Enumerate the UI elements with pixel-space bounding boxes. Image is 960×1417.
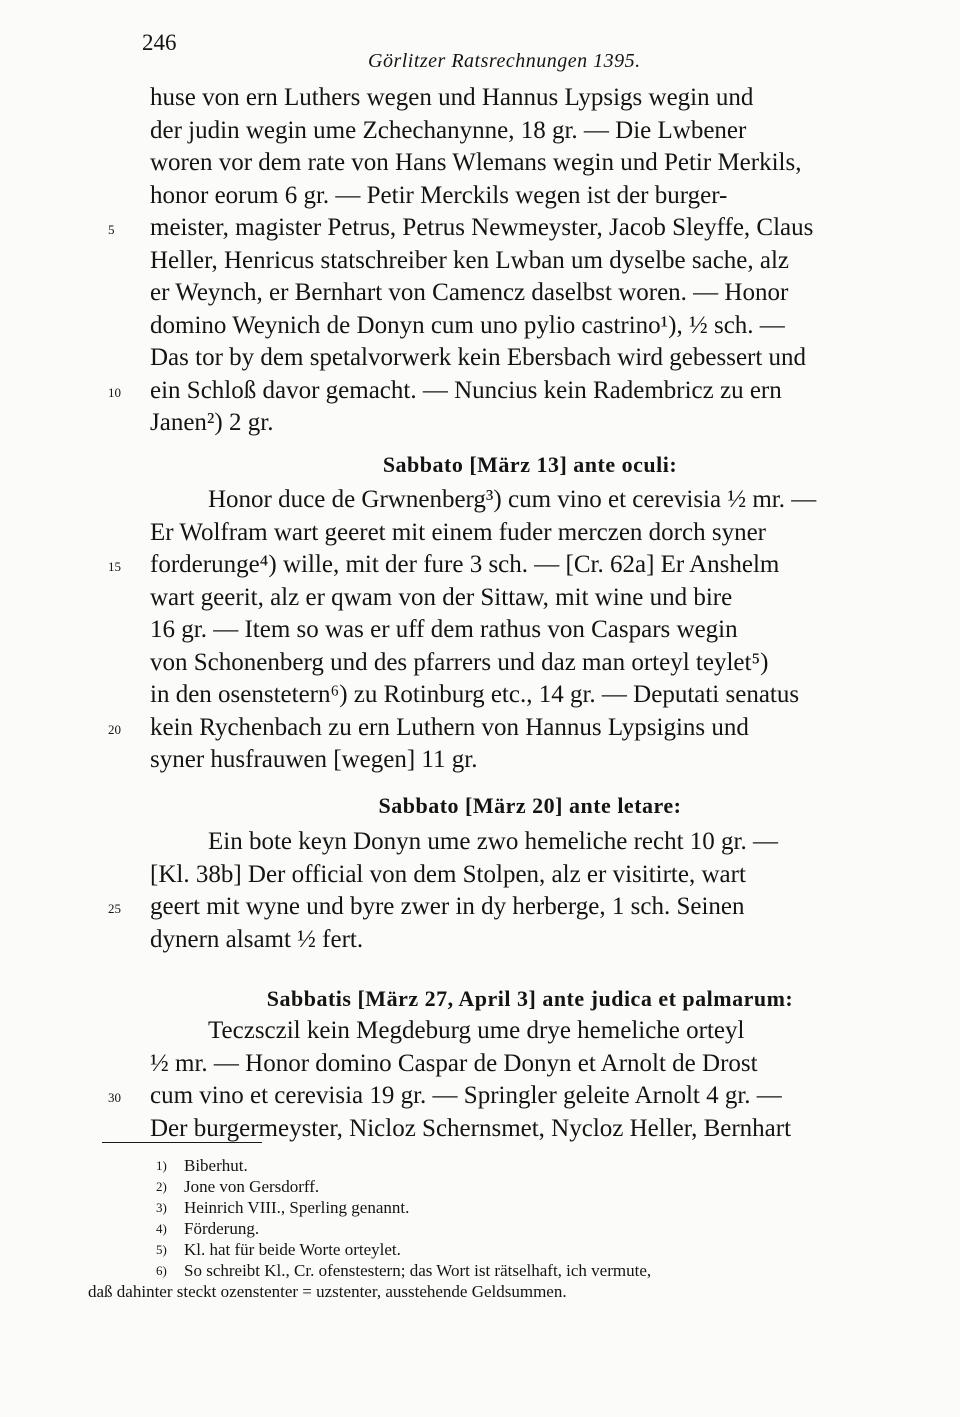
footnote (150, 1260, 910, 1281)
text-line (150, 245, 910, 278)
text-line (150, 82, 910, 115)
line-text: syner husfrauwen [wegen] 11 gr. (150, 746, 478, 773)
line-text: huse von ern Luthers wegen und Hannus Lypsigs wegin und (150, 84, 754, 111)
line-text: forderunge⁴) wille, mit der fure 3 sch. — [Cr. 62a] Er Anshelm (150, 551, 780, 578)
text-line (108, 891, 910, 924)
line-number: 25 (108, 901, 121, 916)
line-text: 16 gr. — Item so was er uff dem rathus von Caspars wegin (150, 616, 738, 643)
text-line (108, 375, 910, 408)
text-line (150, 924, 910, 957)
text-line (150, 180, 910, 213)
line-text: Er Wolfram wart geeret mit einem fuder merczen dorch syner (150, 518, 767, 546)
line-text: Janen²) 2 gr. (150, 409, 274, 436)
footnote-text: Biberhut. (184, 1156, 248, 1175)
footnote (150, 1239, 910, 1260)
footnote-marker: 6) (156, 1263, 167, 1278)
text-line (150, 407, 910, 440)
footnote (150, 1218, 910, 1239)
footnote (150, 1176, 910, 1197)
line-text: woren vor dem rate von Hans Wlemans wegin und Petir Merkils, (150, 149, 802, 176)
text-section (108, 826, 910, 956)
footnote-continuation (88, 1281, 910, 1302)
footnote (150, 1155, 910, 1176)
footnote-marker: 3) (156, 1200, 167, 1215)
text-line (108, 1080, 910, 1113)
line-text: Teczsczil kein Megdeburg ume drye hemeliche orteyl (208, 1017, 745, 1044)
text-line (150, 517, 910, 550)
line-number: 10 (108, 384, 121, 400)
text-line (150, 342, 910, 375)
footnotes (88, 1155, 910, 1302)
section-heading: Sabbato [März 13] ante oculi: (382, 452, 678, 477)
line-number: 30 (108, 1090, 121, 1105)
line-text: [Kl. 38b] Der official von dem Stolpen, alz er visitirte, wart (150, 860, 746, 888)
text-section (108, 484, 910, 777)
line-text: Heller, Henricus statschreiber ken Lwban um dyselbe sache, alz (150, 246, 790, 274)
section-heading: Sabbatis [März 27, April 3] ante judica et palmarum: (266, 986, 794, 1011)
line-text: ½ mr. — Honor domino Caspar de Donyn et Arnolt de Drost (150, 1049, 758, 1077)
text-line (150, 147, 910, 180)
text-line (108, 712, 910, 745)
line-text: meister, magister Petrus, Petrus Newmeyster, Jacob Sleyffe, Claus (150, 214, 814, 241)
footnote-text: daß dahinter steckt ozenstenter = uzstenter, ausstehende Geldsummen. (88, 1282, 567, 1301)
footnote-marker: 4) (156, 1221, 167, 1236)
line-text: Ein bote keyn Donyn ume zwo hemeliche recht 10 gr. — (208, 828, 778, 855)
text-line (150, 484, 910, 517)
text-line (150, 115, 910, 148)
line-text: ein Schloß davor gemacht. — Nuncius kein Radembricz zu ern (150, 376, 782, 404)
line-text: kein Rychenbach zu ern Luthern von Hannus Lypsigins und (150, 713, 749, 741)
footnote-marker: 5) (156, 1242, 167, 1257)
line-number: 15 (108, 559, 121, 574)
text-line (150, 859, 910, 892)
text-line (108, 212, 910, 245)
line-text: in den osenstetern⁶) zu Rotinburg etc., 14 gr. — Deputati senatus (150, 681, 800, 708)
section-heading: Sabbato [März 20] ante letare: (378, 793, 682, 818)
footnote (150, 1197, 910, 1218)
text-line (150, 744, 910, 777)
line-text: Honor duce de Grwnenberg³) cum vino et cerevisia ½ mr. — (208, 486, 817, 513)
line-text: domino Weynich de Donyn cum uno pylio castrino¹), ½ sch. — (150, 311, 785, 339)
line-text: honor eorum 6 gr. — Petir Merckils wegen ist der burger- (150, 181, 728, 209)
text-line (150, 1113, 910, 1146)
text-line (150, 277, 910, 310)
footnote-text: Kl. hat für beide Worte orteylet. (184, 1240, 401, 1259)
line-text: dynern alsamt ½ fert. (150, 925, 364, 953)
footnote-marker: 1) (156, 1158, 167, 1173)
line-text: Das tor by dem spetalvorwerk kein Ebersbach wird gebessert und (150, 344, 807, 371)
footnote-text: Förderung. (184, 1219, 260, 1238)
text-line (150, 1048, 910, 1081)
footnote-text: So schreibt Kl., Cr. ofenstestern; das Wort ist rätselhaft, ich vermute, (184, 1261, 652, 1280)
text-line (150, 614, 910, 647)
footnote-marker: 2) (156, 1179, 167, 1194)
line-text: er Weynch, er Bernhart von Camencz daselbst woren. — Honor (150, 279, 789, 306)
line-text: cum vino et cerevisia 19 gr. — Springler geleite Arnolt 4 gr. — (150, 1082, 782, 1109)
line-text: der judin wegin ume Zchechanynne, 18 gr. — Die Lwbener (150, 116, 747, 144)
footnote-text: Heinrich VIII., Sperling genannt. (184, 1198, 410, 1217)
text-section-continued (108, 82, 910, 440)
text-line (150, 1015, 910, 1048)
line-text: geert mit wyne und byre zwer in dy herberge, 1 sch. Seinen (150, 893, 745, 920)
page-number: 246 (142, 30, 177, 55)
footnote-text: Jone von Gersdorff. (184, 1177, 320, 1196)
text-line (108, 549, 910, 582)
footnote-divider (102, 1142, 262, 1143)
text-line (150, 647, 910, 680)
line-text: Der burgermeyster, Nicloz Schernsmet, Nycloz Heller, Bernhart (150, 1114, 792, 1142)
text-line (150, 679, 910, 712)
text-section (108, 1015, 910, 1145)
line-number: 5 (108, 222, 115, 237)
text-line (150, 826, 910, 859)
running-title: Görlitzer Ratsrechnungen 1395. (368, 50, 641, 72)
text-line (150, 582, 910, 615)
line-text: von Schonenberg und des pfarrers und daz man orteyl teylet⁵) (150, 648, 769, 676)
text-line (150, 310, 910, 343)
line-text: wart geerit, alz er qwam von der Sittaw, mit wine und bire (150, 583, 733, 611)
line-number: 20 (108, 721, 121, 737)
